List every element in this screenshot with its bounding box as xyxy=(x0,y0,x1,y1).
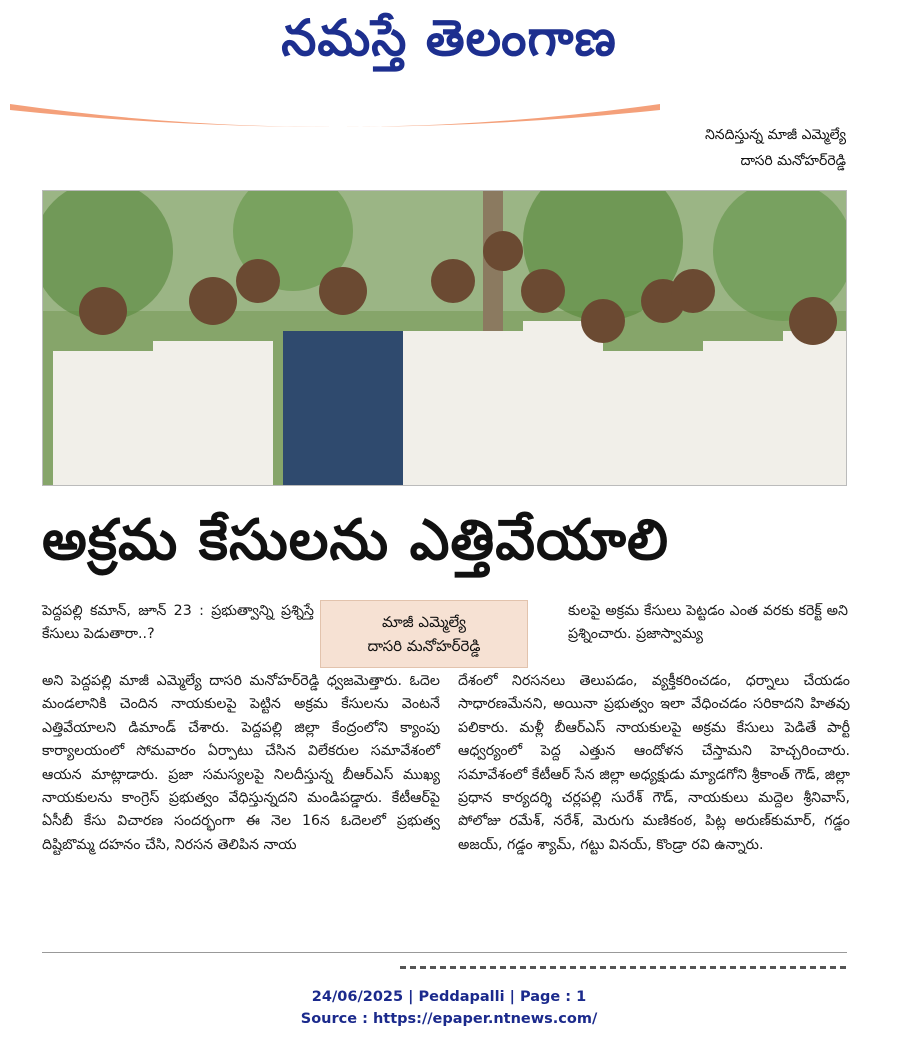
article-col1-top: పెద్దపల్లి కమాన్‌, జూన్‌ 23 : ప్రభుత్వాన్ని ప్రశ్నిస్తే కేసులు పెడుతారా..? xyxy=(42,603,314,643)
masthead-swoosh xyxy=(10,100,660,136)
masthead xyxy=(0,4,898,84)
group-photo-icon xyxy=(43,191,847,486)
pull-quote-line-1: మాజీ ఎమ్మెల్యే xyxy=(382,613,466,631)
footer xyxy=(0,986,898,1030)
headline: అక్రమ కేసులను ఎత్తివేయాలి xyxy=(42,507,670,573)
article-col1-body: అని పెద్దపల్లి మాజీ ఎమ్మెల్యే దాసరి మనోహర్‌రెడ్డి ధ్వజమెత్తారు. ఓదెల మండలానికి చెందిన నాయకులపై పెట్టిన అక్రమ కేసులను వెంటనే ఎత్తివేయాలని డిమాండ్‌ చేశారు. పెద్దపల్లి జిల్లా కేంద్రంలోని క్యాంపు కార్యాలయంలో సోమవారం ఏర్పాటు చేసిన విలేకరుల సమావేశంలో ఆయన మాట్లాడారు. ప్రజా సమస్యలపై నిలదీస్తున్న బీఆర్‌ఎస్‌ ముఖ్య నాయకులను కాంగ్రెస్‌ ప్రభుత్వం వేధిస్తున్నదని మండిపడ్డారు. కేటీఆర్‌పై ఏసీబీ కేసు విచారణ సందర్భంగా ఈ నెల 16న ఓదెలలో ప్రభుత్వ దిష్టిబొమ్మ దహనం చేసి, నిరసన తెలిపిన నాయ xyxy=(42,673,440,853)
caption-line-2: దాసరి మనోహర్‌రెడ్డి xyxy=(740,153,846,169)
masthead-title: నమస్తే తెలంగాణ xyxy=(281,8,617,67)
article-col2-top: కులపై అక్రమ కేసులు పెట్టడం ఎంత వరకు కరెక్ట్‌ అని ప్రశ్నించారు. ప్రజాస్వామ్య xyxy=(568,603,848,643)
pull-quote xyxy=(320,600,528,668)
footer-source-link[interactable]: Source : https://epaper.ntnews.com/ xyxy=(300,1011,598,1027)
cut-off-line xyxy=(400,962,848,972)
article-col2-body: దేశంలో నిరసనలు తెలుపడం, వ్యక్తీకరించడం, ధర్నాలు చేయడం సాధారణమేనని, అయినా ప్రభుత్వం ఇలా వేధించడం సరికాదని హితవు పలికారు. మళ్లీ బీఆర్‌ఎస్‌ నాయకులపై అక్రమ కేసులు పెడితే పార్టీ ఆధ్వర్యంలో పెద్ద ఎత్తున ఆందోళన చేస్తామని హెచ్చరించారు. సమావేశంలో కేటీఆర్‌ సేన జిల్లా అధ్యక్షుడు మ్యాడగోని శ్రీకాంత్‌ గౌడ్‌, జిల్లా ప్రధాన కార్యదర్శి చర్లపల్లి సురేశ్‌ గౌడ్‌, నాయకులు మద్దెల శ్రీనివాస్‌, పోలోజు రమేశ్‌, నరేశ్‌, మెరుగు మణికంఠ, పిట్ల అరుణ్‌కుమార్‌, గడ్డం అజయ్‌, గడ్డం శ్యామ్‌, గట్టు వినయ్‌, కొండ్రా రవి ఉన్నారు. xyxy=(458,673,850,853)
caption-line-1: నినదిస్తున్న మాజీ ఎమ్మెల్యే xyxy=(704,127,846,143)
bottom-rule xyxy=(42,952,847,953)
pull-quote-line-2: దాసరి మనోహర్‌రెడ్డి xyxy=(367,637,481,655)
footer-date-line: 24/06/2025 | Peddapalli | Page : 1 xyxy=(311,989,587,1005)
news-photo xyxy=(42,190,847,486)
photo-caption xyxy=(586,122,846,174)
